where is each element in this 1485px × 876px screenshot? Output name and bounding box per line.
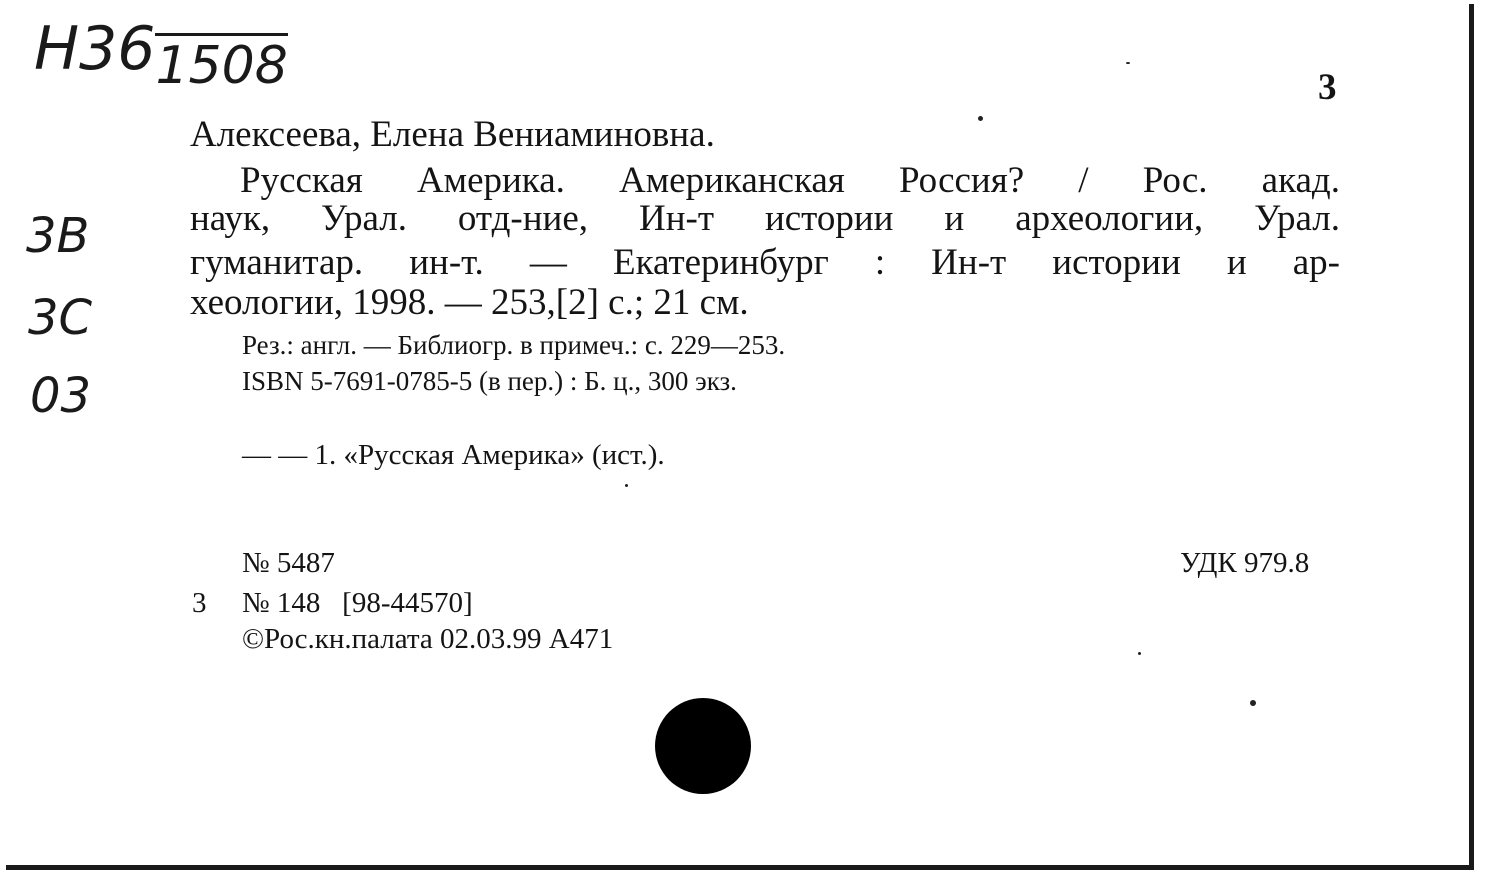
siglum-3: 03 bbox=[30, 368, 92, 424]
scan-speck bbox=[625, 484, 628, 487]
siglum-2: 3С bbox=[28, 290, 93, 346]
card-count: 3 bbox=[1318, 67, 1337, 108]
title-line-4: хеологии, 1998. — 253,[2] с.; 21 см. bbox=[190, 282, 749, 323]
call-number bbox=[34, 14, 288, 96]
punch-hole bbox=[655, 698, 751, 794]
scan-speck bbox=[1126, 62, 1130, 64]
copies-count: 3 bbox=[192, 587, 207, 619]
notes-line-2: ISBN 5-7691-0785-5 (в пер.) : Б. ц., 300 экз. bbox=[242, 366, 737, 396]
scan-speck bbox=[1250, 700, 1256, 706]
notes-line-1: Рез.: англ. — Библиогр. в примеч.: с. 229—253. bbox=[242, 330, 786, 360]
subject-heading: — — 1. «Русская Америка» (ист.). bbox=[242, 439, 665, 471]
udc-number: УДК 979.8 bbox=[1180, 547, 1310, 579]
call-number-suffix: 1508 bbox=[155, 33, 287, 96]
title-line-3: гуманитар. ин-т. — Екатеринбург : Ин-т истории и ар- bbox=[190, 242, 1340, 283]
siglum-1: 3В bbox=[26, 208, 90, 264]
number-1: № 5487 bbox=[242, 547, 335, 579]
registry-stamp: ©Рос.кн.палата 02.03.99 А471 bbox=[242, 623, 614, 655]
author-heading: Алексеева, Елена Вениаминовна. bbox=[190, 114, 715, 155]
number-2: № 148 [98-44570] bbox=[242, 587, 473, 619]
scan-speck bbox=[978, 116, 983, 121]
call-number-prefix: Н36 bbox=[34, 14, 156, 84]
title-line-1: Русская Америка. Американская Россия? / Рос. акад. bbox=[240, 160, 1340, 201]
title-line-2: наук, Урал. отд-ние, Ин-т истории и археологии, Урал. bbox=[190, 198, 1340, 239]
scan-speck bbox=[1138, 652, 1141, 655]
